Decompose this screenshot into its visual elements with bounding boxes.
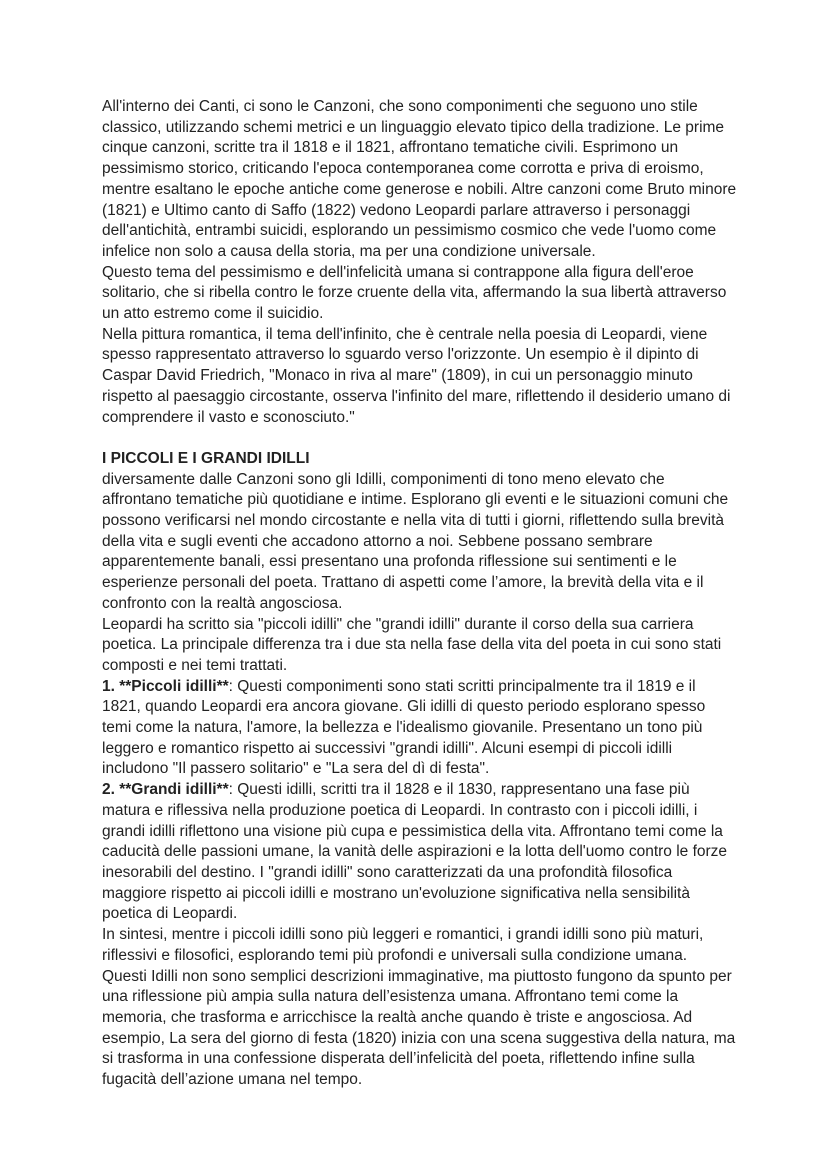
grandi-idilli-item xyxy=(102,780,742,925)
text-line: temi come la natura, l'amore, la bellezza e l'idealismo giovanile. Presentano un tono più xyxy=(102,719,703,737)
idilli-intro-paragraph xyxy=(102,470,742,615)
document-body xyxy=(102,97,742,1091)
text-line: matura e riflessiva nella produzione poetica di Leopardi. In contrasto con i piccoli idilli, i xyxy=(102,801,698,819)
list-item-first-line xyxy=(102,780,742,801)
painting-paragraph xyxy=(102,325,742,429)
piccoli-idilli-item xyxy=(102,677,742,781)
text-line: solitario, che si ribella contro le forze cruente della vita, affermando la sua libertà attraverso xyxy=(102,284,727,302)
text-line: memoria, che trasforma e arricchisce la realtà anche quando è triste e angosciosa. Ad xyxy=(102,1008,693,1026)
text-line: Nella pittura romantica, il tema dell'infinito, che è centrale nella poesia di Leopardi, viene xyxy=(102,325,708,343)
text-line: grandi idilli riflettono una visione più cupa e pessimistica della vita. Affrontano temi come la xyxy=(102,822,723,840)
text-line: esperienze personali del poeta. Trattano di aspetti come l’amore, la brevità della vita e il xyxy=(102,574,704,592)
text-line: inesorabili del destino. I "grandi idilli" sono caratterizzati da una profondità filosofica xyxy=(102,864,673,881)
text-line: affrontano tematiche più quotidiane e intime. Esplorano gli eventi e le situazioni comuni che xyxy=(102,491,729,509)
text-line: infelice non solo a causa della storia, ma per una condizione universale. xyxy=(102,242,596,260)
text-line: esempio, La sera del giorno di festa (1820) inizia con una scena suggestiva della natura, ma xyxy=(102,1029,736,1047)
text-line: Questi Idilli non sono semplici descrizioni immaginative, ma piuttosto fungono da spunto per xyxy=(102,967,732,985)
text-line: possono verificarsi nel mondo circostante e nella vita di tutti i giorni, riflettendo sulla brevità xyxy=(102,512,725,530)
text-line: pessimismo storico, criticando l'epoca contemporanea come corrotta e priva di eroismo, xyxy=(102,160,704,178)
paragraph-spacer xyxy=(102,428,742,449)
text-line: All'interno dei Canti, ci sono le Canzoni, che sono componimenti che seguono uno stile xyxy=(102,98,698,115)
text-line: Questo tema del pessimismo e dell'infelicità umana si contrappone alla figura dell'eroe xyxy=(102,263,694,281)
text-fragment: : Questi idilli, scritti tra il 1828 e il 1830, rappresentano una fase più xyxy=(228,781,690,799)
text-line: Caspar David Friedrich, "Monaco in riva al mare" (1809), in cui un personaggio minuto xyxy=(102,367,693,385)
text-line: poetica. La principale differenza tra i due sta nella fase della vita del poeta in cui sono stati xyxy=(102,636,722,654)
text-line: cinque canzoni, scritte tra il 1818 e il 1821, affrontano tematiche civili. Esprimono un xyxy=(102,139,679,157)
piccoli-idilli-label: 1. **Piccoli idilli** xyxy=(102,677,229,695)
text-line: composti e nei temi trattati. xyxy=(102,656,288,674)
conclusion-paragraph xyxy=(102,967,742,1091)
text-line: spesso rappresentato attraverso lo sguardo verso l'orizzonte. Un esempio è il dipinto di xyxy=(102,346,699,364)
text-fragment: : Questi componimenti sono stati scritti principalmente tra il 1819 e il xyxy=(228,677,696,695)
section-heading: I PICCOLI E I GRANDI IDILLI xyxy=(102,449,310,467)
text-line: diversamente dalle Canzoni sono gli Idilli, componimenti di tono meno elevato che xyxy=(102,470,665,488)
text-line: leggero e romantico rispetto ai successivi "grandi idilli". Alcuni esempi di piccoli idilli xyxy=(102,739,673,757)
text-line: della vita e sugli eventi che accadono attorno a noi. Sebbene possano sembrare xyxy=(102,532,653,550)
text-line: un atto estremo come il suicidio. xyxy=(102,305,324,323)
text-line: 1821, quando Leopardi era ancora giovane. Gli idilli di questo periodo esplorano spesso xyxy=(102,698,706,716)
list-item-first-line xyxy=(102,677,742,698)
text-line: una riflessione più ampia sulla natura dell’esistenza umana. Affrontano temi come la xyxy=(102,988,679,1006)
text-line: (1821) e Ultimo canto di Saffo (1822) vedono Leopardi parlare attraverso i personaggi xyxy=(102,201,691,219)
text-line: dell'antichità, entrambi suicidi, esplorando un pessimismo cosmico che vede l'uomo come xyxy=(102,222,717,240)
difference-paragraph xyxy=(102,615,742,677)
text-line: classico, utilizzando schemi metrici e un linguaggio elevato tipico della tradizione. Le prime xyxy=(102,118,725,136)
text-line: si trasforma in una confessione disperata dell’infelicità del poeta, riflettendo infine sulla xyxy=(102,1050,695,1068)
text-line: comprendere il vasto e sconosciuto." xyxy=(102,408,355,426)
text-line: rispetto al paesaggio circostante, osserva l'infinito del mare, riflettendo il desiderio umano di xyxy=(102,387,731,405)
text-line: poetica di Leopardi. xyxy=(102,905,238,923)
text-line: Leopardi ha scritto sia "piccoli idilli" che "grandi idilli" durante il corso della sua carriera xyxy=(102,615,694,633)
text-line: caducità delle passioni umane, la vanità delle aspirazioni e la lotta dell'uomo contro le forze xyxy=(102,843,728,861)
text-line: apparentemente banali, essi presentano una profonda riflessione sui sentimenti e le xyxy=(102,553,677,571)
text-line: In sintesi, mentre i piccoli idilli sono più leggeri e romantici, i grandi idilli sono più maturi, xyxy=(102,926,704,944)
canzoni-paragraph xyxy=(102,97,742,263)
summary-paragraph xyxy=(102,925,742,966)
text-line: confronto con la realtà angosciosa. xyxy=(102,594,343,612)
text-line: includono "Il passero solitario" e "La sera del dì di festa". xyxy=(102,760,490,778)
grandi-idilli-label: 2. **Grandi idilli** xyxy=(102,781,229,799)
text-line: riflessivi e filosofici, esplorando temi più profondi e universali sulla condizione umana. xyxy=(102,946,687,964)
hero-paragraph xyxy=(102,263,742,325)
text-line: maggiore rispetto ai piccoli idilli e mostrano un'evoluzione significativa nella sensibilità xyxy=(102,884,690,902)
text-line: mentre esaltano le epoche antiche come generose e nobili. Altre canzoni come Bruto minore xyxy=(102,180,737,198)
text-line: fugacità dell’azione umana nel tempo. xyxy=(102,1071,363,1089)
